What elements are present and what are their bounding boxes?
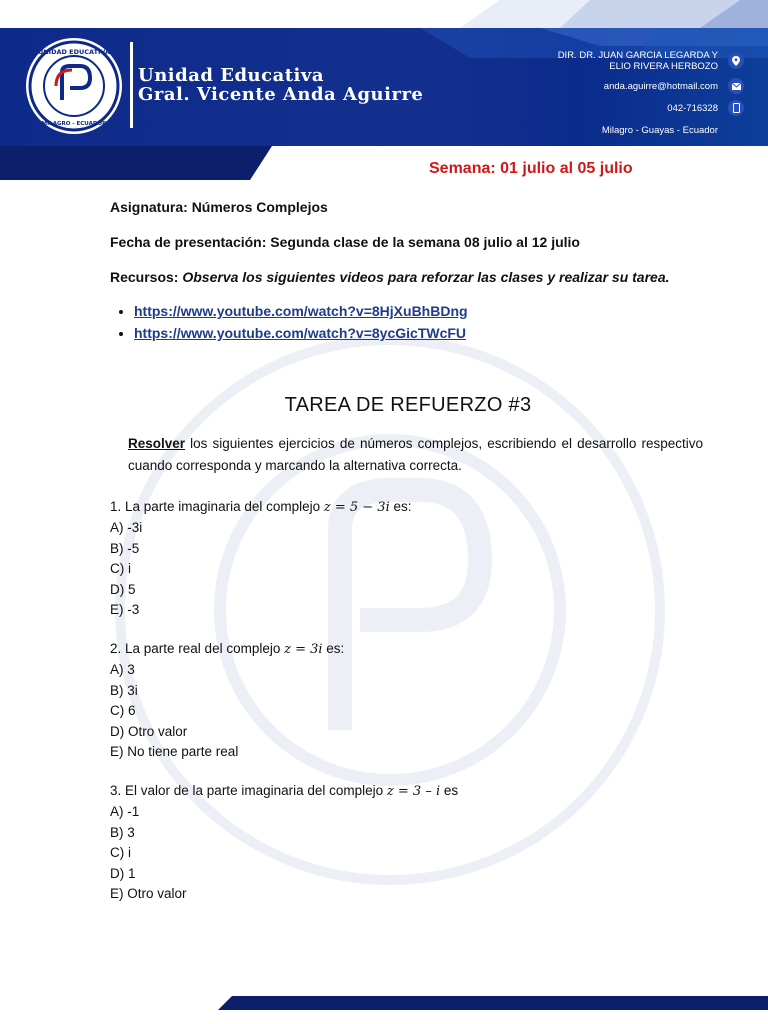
resources-label: Recursos: [110,269,179,285]
option: D) 1 [110,865,136,881]
option: B) 3i [110,682,138,698]
list-item [134,301,705,321]
option: E) -3 [110,602,140,618]
question-1 [110,496,670,621]
school-name [138,66,423,104]
instructions-keyword: Resolver [128,436,186,451]
week-range: Semana: 01 julio al 05 julio [429,160,633,177]
subject-label: Asignatura: [110,199,188,215]
option: C) i [110,561,131,577]
date-line [110,231,705,253]
question-2 [110,638,670,763]
option: A) -1 [110,803,140,819]
assignment-meta [110,196,705,288]
subject-line [110,196,705,218]
option: C) i [110,845,131,861]
list-item [134,323,705,343]
video-link-1[interactable]: https://www.youtube.com/watch?v=8HjXuBhBDng [134,303,468,319]
assignment-content [110,196,705,345]
contact-location [558,122,744,138]
math-expression: z = 5 − 3i [323,500,390,515]
mail-icon [728,78,744,94]
page-title: TAREA DE REFUERZO #3 [284,394,532,416]
banner-bottom-stripe [0,146,250,180]
option: B) -5 [110,540,140,556]
phone-text: 042-716328 [667,102,718,114]
option: C) 6 [110,703,136,719]
phone-icon [728,100,744,116]
contact-block [558,50,744,144]
question-stem: 2. La parte real del complejo z = 3i es: [110,640,345,657]
date-value: Segunda clase de la semana 08 julio al 12 julio [270,234,580,250]
contact-phone [558,100,744,116]
video-link-2[interactable]: https://www.youtube.com/watch?v=8ycGicTWcFU [134,325,467,341]
school-name-line2: Gral. Vicente Anda Aguirre [138,84,424,105]
email-text[interactable]: anda.aguirre@hotmail.com [603,80,718,92]
video-links [134,301,705,343]
date-label: Fecha de presentación: [110,234,267,250]
question-list [110,496,670,922]
option: D) 5 [110,581,136,597]
contact-email [558,78,744,94]
math-expression: z = 3i [284,641,323,657]
address-line1: DIR. DR. JUAN GARCIA LEGARDA Y [557,50,718,61]
school-logo [26,38,122,134]
option: A) 3 [110,661,135,677]
svg-text:MILAGRO - ECUADOR: MILAGRO - ECUADOR [41,121,107,127]
instructions [128,433,703,477]
question-stem: 3. El valor de la parte imaginaria del complejo z = 3 – i es [110,782,459,799]
address-line2: ELIO RIVERA HERBOZO [609,61,718,72]
option: E) No tiene parte real [110,744,239,760]
math-expression: z = 3 – i [386,783,441,799]
resources-value: Observa los siguientes videos para reforzar las clases y realizar su tarea. [182,269,670,285]
instructions-text: los siguientes ejercicios de números complejos, escribiendo el desarrollo respectivo cuando corresponda y marcando la alternativa correcta. [128,436,703,473]
option: E) Otro valor [110,886,187,902]
question-3 [110,780,670,905]
school-seal-icon [28,40,120,132]
school-name-line1: Unidad Educativa [138,65,325,86]
question-stem: 1. La parte imaginaria del complejo z = 5 − 3i es: [110,499,412,515]
resources-line [110,266,705,288]
option: A) -3i [110,520,143,535]
header-top-shapes [440,0,768,28]
svg-text:UNIDAD EDUCATIVA: UNIDAD EDUCATIVA [37,48,111,56]
location-pin-icon [728,53,744,69]
location-text: Milagro - Guayas - Ecuador [601,124,718,136]
option: B) 3 [110,824,135,840]
option: D) Otro valor [110,723,188,739]
subject-value: Números Complejos [191,199,328,215]
header-divider [130,42,133,128]
contact-address [558,50,744,72]
footer-bar [232,996,768,1010]
